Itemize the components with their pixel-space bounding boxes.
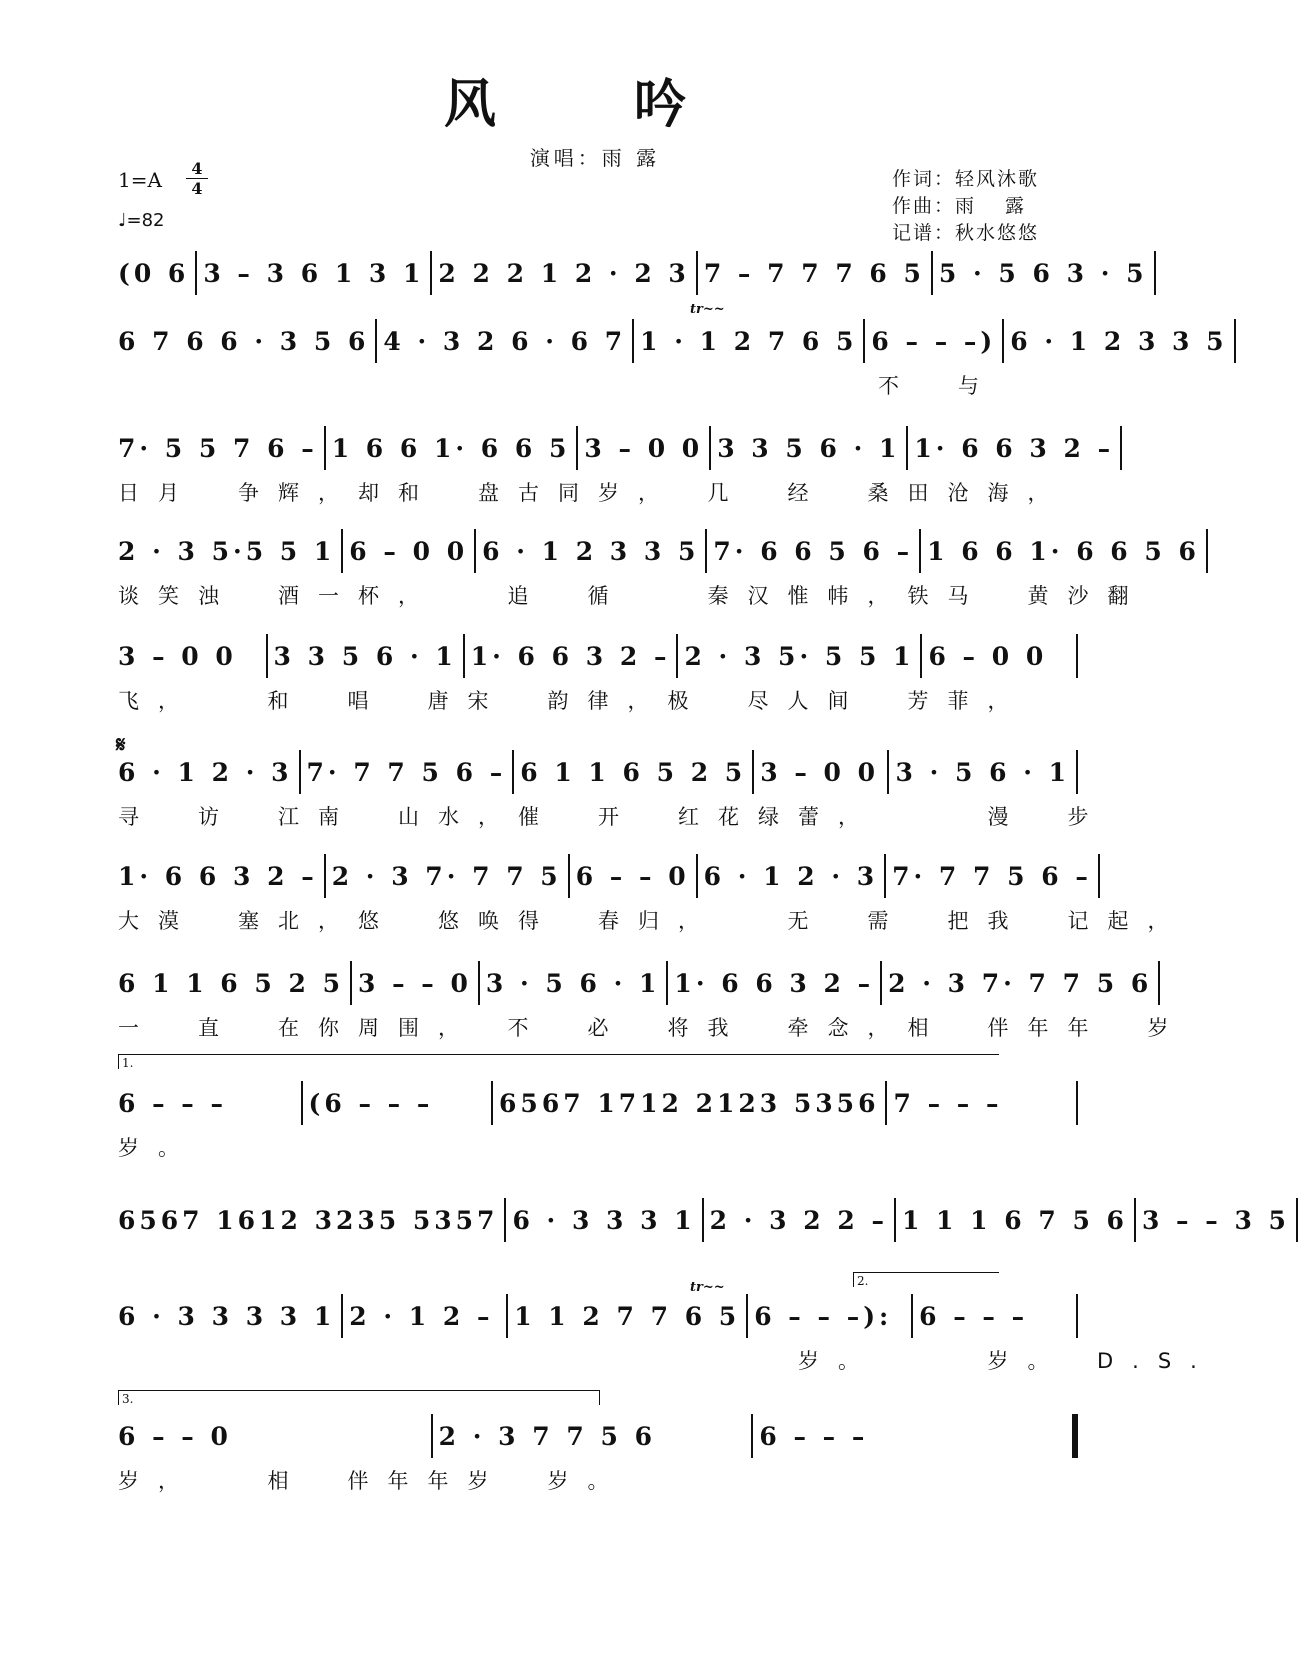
- score-row: [118, 420, 1115, 510]
- measure: 1 6 6 1· 6 6 5: [331, 433, 571, 463]
- lyric-line: 岁， 相 伴年年岁 岁。: [118, 1469, 628, 1493]
- measure: 1· 6 6 3 2 –: [674, 968, 875, 998]
- lyric-line: 岁。 岁。 D.S.: [118, 1349, 1216, 1373]
- staff-line: [118, 523, 1200, 579]
- barline: [1206, 529, 1208, 573]
- measure: 3 – 0 0: [118, 641, 237, 671]
- measure: 6 – – –):: [754, 1301, 893, 1331]
- time-top: 4: [191, 159, 203, 178]
- measure: 3 · 5 6 · 1: [895, 757, 1070, 787]
- staff-line: [118, 744, 1078, 800]
- staff-line: [118, 420, 1115, 476]
- measure: 6 – 0 0: [349, 536, 469, 566]
- staff-line: [118, 245, 1148, 301]
- lyric-line: 大漠 塞北，悠 悠唤得 春归， 无 需 把我 记起，: [118, 909, 1188, 933]
- barline: [1076, 1294, 1078, 1338]
- measure: 6567 1612 3235 5357: [118, 1205, 499, 1235]
- measure: 7 – 7 7 7 6 5: [703, 258, 925, 288]
- measure: 1 1 2 7 7 6 5: [514, 1301, 741, 1331]
- staff-line: [118, 1075, 1078, 1131]
- measure: 2 · 3 7 7 5 6: [438, 1421, 656, 1451]
- credits-block: [892, 166, 1039, 247]
- measure: 6 – 0 0: [928, 641, 1048, 671]
- lyric-line: 日月 争辉，却和 盘古同岁， 几 经 桑田沧海，: [118, 481, 1068, 505]
- measure: 6 – – –: [118, 1088, 228, 1118]
- song-title: 风 吟: [443, 74, 747, 135]
- staff-line: [118, 1288, 1078, 1344]
- lyric-line: 岁。: [118, 1136, 198, 1160]
- barline: [1158, 961, 1160, 1005]
- score-row: [118, 848, 1188, 938]
- measure: 6 · 1 2 · 3: [118, 757, 293, 787]
- staff-line: [118, 1408, 1078, 1464]
- score-row: [118, 313, 1228, 403]
- barline: [1154, 251, 1156, 295]
- score-row: [118, 628, 1078, 718]
- score-row: [118, 1288, 1216, 1378]
- barline: [1072, 1414, 1078, 1458]
- barline: [1120, 426, 1122, 470]
- measure: 7· 6 6 5 6 –: [713, 536, 914, 566]
- measure: (6 – – –: [308, 1088, 434, 1118]
- barline: [1098, 854, 1100, 898]
- lyric-line: 不 与: [118, 374, 998, 398]
- trill-mark: tr~~: [690, 302, 725, 317]
- measure: 3 3 5 6 · 1: [273, 641, 457, 671]
- measure: 1 6 6 1· 6 6 5 6: [927, 536, 1200, 566]
- score-row: [118, 955, 1188, 1045]
- time-bottom: 4: [191, 179, 203, 198]
- measure: 6 1 1 6 5 2 5: [520, 757, 747, 787]
- barline: [1076, 1081, 1078, 1125]
- measure: 4 · 3 2 6 · 6 7: [383, 326, 627, 356]
- staff-line: [118, 628, 1078, 684]
- measure: 2 · 3 7· 7 7 5: [331, 861, 562, 891]
- score-row: [118, 744, 1108, 834]
- trill-mark-2: tr~~: [690, 1280, 725, 1295]
- measure: 6567 1712 2123 5356: [499, 1088, 880, 1118]
- measure: 7· 7 7 5 6 –: [306, 757, 507, 787]
- measure: 2 2 2 1 2 · 2 3: [438, 258, 690, 288]
- measure: 2 · 3 5·5 5 1: [118, 536, 336, 566]
- barline: [1234, 319, 1236, 363]
- staff-line: [118, 1192, 1290, 1248]
- measure: 6 – – –): [871, 326, 997, 356]
- measure: 3 – – 3 5: [1141, 1205, 1290, 1235]
- measure: (0 6: [118, 258, 190, 288]
- measure: 1· 6 6 3 2 –: [118, 861, 318, 891]
- measure: 3 3 5 6 · 1: [717, 433, 901, 463]
- measure: 6 · 3 3 3 3 1: [118, 1301, 336, 1331]
- staff-line: [118, 848, 1092, 904]
- notation-credit: 记谱：秋水悠悠: [892, 222, 1040, 244]
- volta-2: 2.: [853, 1272, 999, 1287]
- measure: 6 · 1 2 3 3 5: [482, 536, 700, 566]
- measure: 1· 6 6 3 2 –: [914, 433, 1115, 463]
- staff-line: [118, 313, 1228, 369]
- barline: [1076, 750, 1078, 794]
- measure: 6 – – 0: [118, 1421, 232, 1451]
- volta-1: 1.: [118, 1054, 999, 1069]
- measure: 7 – – –: [893, 1088, 1003, 1118]
- measure: 3 – – 0: [358, 968, 472, 998]
- score-row: [118, 1192, 1290, 1282]
- score-row: [118, 1075, 1078, 1165]
- staff-line: [118, 955, 1153, 1011]
- segno-sign: 𝄋: [116, 732, 126, 758]
- barline: [1076, 634, 1078, 678]
- lyric-line: 飞， 和 唱 唐宋 韵律，极 尽人间 芳菲，: [118, 689, 1028, 713]
- measure: 1 1 1 6 7 5 6: [901, 1205, 1128, 1235]
- measure: 6 – – –: [919, 1301, 1029, 1331]
- measure: 6 – – –: [759, 1421, 869, 1451]
- singer-credit: 演唱：雨 露: [529, 146, 661, 170]
- measure: 1· 6 6 3 2 –: [470, 641, 671, 671]
- score-row: [118, 1408, 1078, 1498]
- measure: 7· 7 7 5 6 –: [892, 861, 1092, 891]
- volta-3: 3.: [118, 1390, 600, 1405]
- tempo-marking: ♩=82: [118, 210, 165, 231]
- measure: 2 · 3 5· 5 5 1: [684, 641, 915, 671]
- time-signature: [186, 160, 208, 197]
- score-row: [118, 523, 1200, 613]
- measure: 7· 5 5 7 6 –: [118, 433, 318, 463]
- composer-credit: 作曲：雨 露: [892, 195, 1027, 217]
- key-signature: 1=A: [118, 168, 162, 192]
- measure: 3 – 0 0: [760, 757, 880, 787]
- measure: 3 – 0 0: [584, 433, 704, 463]
- lyricist-credit: 作词：轻风沐歌: [892, 168, 1040, 190]
- measure: 6 – – 0: [575, 861, 690, 891]
- measure: 6 · 1 2 · 3: [703, 861, 879, 891]
- measure: 2 · 3 2 2 –: [709, 1205, 888, 1235]
- measure: 5 · 5 6 3 · 5: [938, 258, 1148, 288]
- measure: 6 1 1 6 5 2 5: [118, 968, 344, 998]
- measure: 1 · 1 2 7 6 5: [640, 326, 858, 356]
- measure: 3 – 3 6 1 3 1: [203, 258, 425, 288]
- measure: 2 · 3 7· 7 7 5 6: [888, 968, 1153, 998]
- measure: 6 7 6 6 · 3 5 6: [118, 326, 370, 356]
- measure: 6 · 1 2 3 3 5: [1010, 326, 1228, 356]
- measure: 2 · 1 2 –: [349, 1301, 494, 1331]
- measure: 3 · 5 6 · 1: [485, 968, 661, 998]
- lyric-line: 一 直 在你周围， 不 必 将我 牵念，相 伴年年 岁: [118, 1016, 1188, 1040]
- measure: 6 · 3 3 3 1: [512, 1205, 696, 1235]
- lyric-line: 谈笑浊 酒一杯， 追 循 秦汉惟帏，铁马 黄沙翻: [118, 584, 1148, 608]
- lyric-line: 寻 访 江南 山水，催 开 红花绿蕾， 漫 步: [118, 805, 1108, 829]
